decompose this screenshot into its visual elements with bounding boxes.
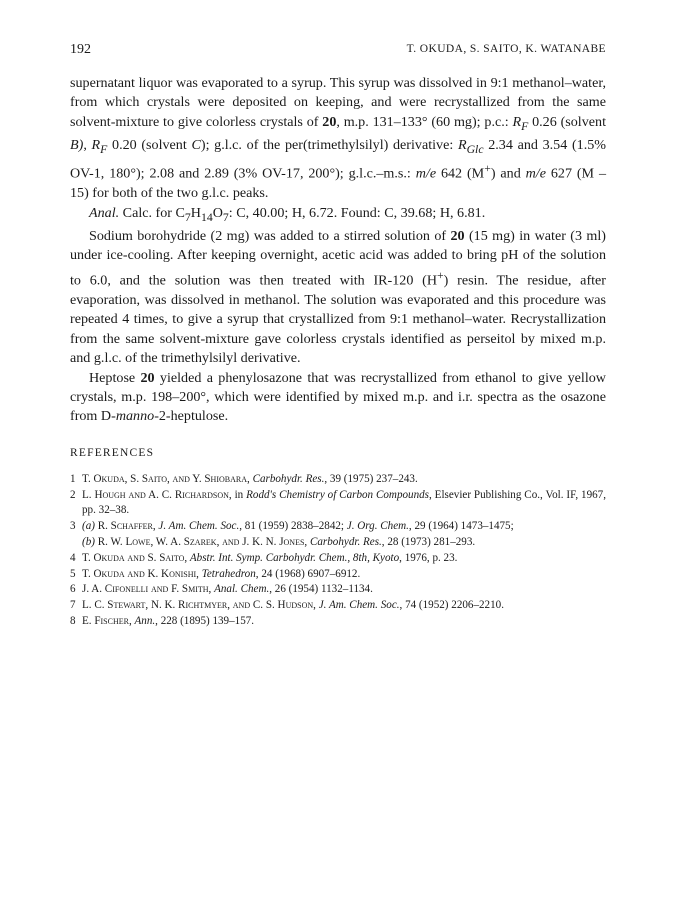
reference-item: 8 E. Fischer, Ann., 228 (1895) 139–157. [70, 614, 255, 627]
running-header [70, 42, 606, 62]
reference-item: 3 (a) R. Schaffer, J. Am. Chem. Soc., 81 (1959) 2838–2842; J. Org. Chem., 29 (1964) 1473–1475; (b) R. W. Lowe, W. A. Szarek, and J. K. N. Jones, Carbohydr. Res., 28 (1973) 281–293. [70, 520, 514, 548]
paragraph-osazone: Heptose 20 yielded a phenylosazone that was recrystallized from ethanol to give yellow crystals, m.p. 198–200°, which were identified by mixed m.p. and i.r. spectra as the osazone from D-manno-2-heptulose. [70, 369, 606, 425]
reference-item: 7 L. C. Stewart, N. K. Richtmyer, and C. S. Hudson, J. Am. Chem. Soc., 74 (1952) 2206–2210. [70, 599, 504, 612]
compound-ref: 20 [450, 227, 465, 244]
reference-item: 4 T. Okuda and S. Saito, Abstr. Int. Symp. Carbohydr. Chem., 8th, Kyoto, 1976, p. 23. [70, 551, 458, 564]
reference-item: 1 T. Okuda, S. Saito, and Y. Shiobara, Carbohydr. Res., 39 (1975) 237–243. [70, 472, 418, 485]
compound-ref: 20 [322, 113, 337, 130]
reference-item: 6 J. A. Cifonelli and F. Smith, Anal. Chem., 26 (1954) 1132–1134. [70, 583, 373, 596]
reference-item: 5 T. Okuda and K. Konishi, Tetrahedron, 24 (1968) 6907–6912. [70, 567, 361, 580]
journal-page [70, 42, 606, 630]
references-list [70, 472, 606, 630]
running-head-authors: T. OKUDA, S. SAITO, K. WATANABE [406, 43, 606, 55]
paragraph-crystallization: supernatant liquor was evaporated to a syrup. This syrup was dissolved in 9:1 methanol–water, from which crystals were deposited on keeping, and were recrystallized from the same solvent-mixture to give colorless crystals of 20, m.p. 131–133° (60 mg); p.c.: $R_F$ 0.26 (solvent B), $R_F$ 0.20 (solvent C); g.l.c. of the per(trimethylsilyl) derivative: $R_{Glc}$ 2.34 and 3.54 (1.5% OV-1, 180°); 2.08 and 2.89 (3% OV-17, 200°); g.l.c.–m.s.: m/e 642 (M+) and m/e 627 (M – 15) for both of the two g.l.c. peaks. [70, 75, 607, 202]
reference-item: 2 L. Hough and A. C. Richardson, in Rodd's Chemistry of Carbon Compounds, Elsevier Publishing Co., Vol. IF, 1967, pp. 32–38. [70, 488, 606, 517]
body-text [70, 74, 606, 427]
paragraph-analysis: Anal. Calc. for $C_7H_{14}O_7$: C, 40.00; H, 6.72. Found: C, 39.68; H, 6.81. [89, 204, 486, 224]
paragraph-reduction: Sodium borohydride (2 mg) was added to a stirred solution of 20 (15 mg) in water (3 ml) under ice-cooling. After keeping overnight, acetic acid was added to bring pH of the solution to 6.0, and the solution was then treated with IR-120 (H+) resin. The residue, after evaporation, was dissolved in methanol. The solution was evaporated and this procedure was repeated 4 times, to give a syrup that crystallized from 9:1 methanol–water. Recrystallization from the same solvent-mixture gave colorless crystals identified as perseitol by mixed m.p. and g.l.c. of the trimethylsilyl derivative. [70, 227, 607, 367]
page-number: 192 [70, 42, 91, 57]
compound-ref: 20 [140, 369, 155, 386]
references-heading: REFERENCES [70, 446, 155, 459]
